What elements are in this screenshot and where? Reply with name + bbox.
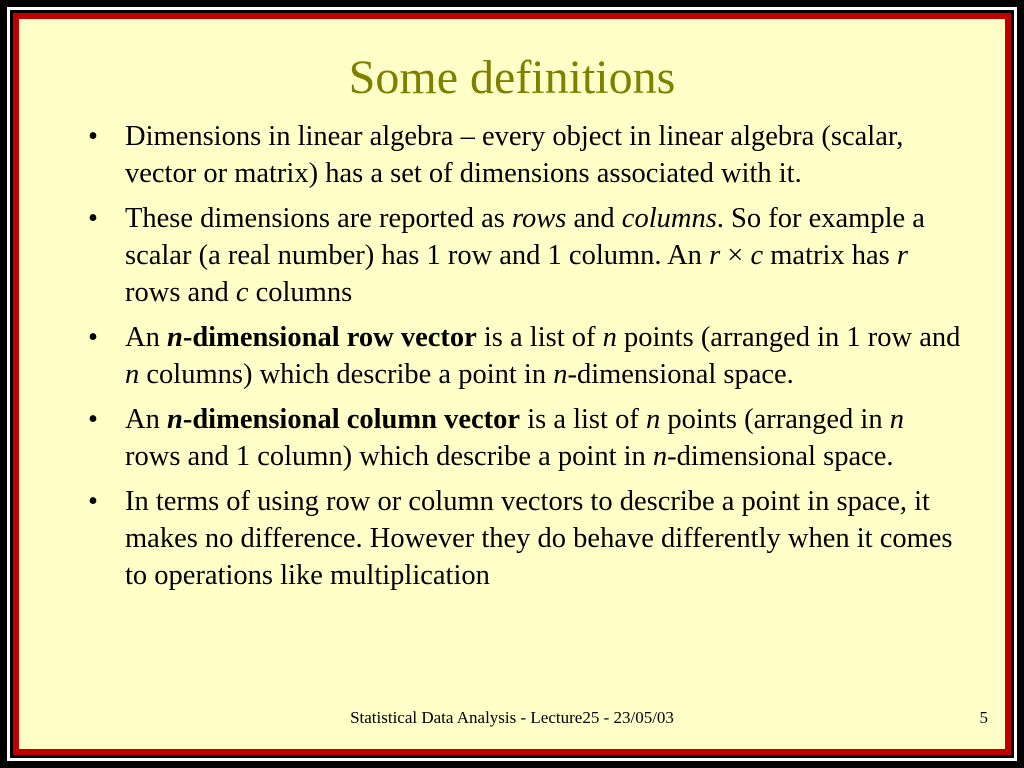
bullet-item bbox=[84, 401, 964, 475]
slide-title: Some definitions bbox=[348, 51, 676, 104]
bullet-text-run: n bbox=[645, 404, 661, 435]
bullet-item bbox=[84, 483, 964, 594]
bullet-text-run: is a list of bbox=[520, 404, 646, 435]
bullet-text-run: These dimensions are reported as bbox=[125, 203, 512, 234]
bullet-text-run: points (arranged in 1 row and bbox=[616, 322, 961, 353]
bullet-item bbox=[84, 200, 964, 311]
bullet-text-run: × bbox=[720, 240, 751, 271]
bullet-text-run: -dimensional column vector bbox=[182, 404, 521, 435]
bullet-marker: • bbox=[88, 203, 98, 234]
bullet-text-run: columns) which describe a point in bbox=[139, 359, 554, 390]
bullet-text-run: An bbox=[125, 404, 167, 435]
bullet-marker: • bbox=[88, 121, 98, 152]
bullet-text-run: n bbox=[602, 322, 617, 353]
bullet-text-run: points (arranged in bbox=[660, 404, 890, 435]
bullet-text-run: matrix has bbox=[763, 240, 897, 271]
bullet-marker: • bbox=[88, 322, 98, 353]
bullet-text-run: c bbox=[235, 277, 249, 308]
bullet-text-run: rows and bbox=[125, 277, 236, 308]
bullet-text-run: r bbox=[896, 240, 908, 271]
bullet-text-run: An bbox=[125, 322, 167, 353]
slide-footer: Statistical Data Analysis - Lecture25 - 23/05/03 bbox=[350, 708, 674, 727]
bullet-text-run: rows bbox=[512, 203, 567, 234]
bullet-text-run: -dimensional space. bbox=[567, 359, 794, 390]
bullet-text-run: columns bbox=[621, 203, 717, 234]
bullet-text-run: n bbox=[652, 441, 668, 472]
bullet-text-run: n bbox=[166, 322, 183, 353]
bullet-text-run: -dimensional row vector bbox=[182, 322, 477, 353]
bullet-marker: • bbox=[88, 404, 98, 435]
bullet-text-run: . So for example a scalar (a real number) has 1 row and 1 column. An bbox=[125, 203, 925, 271]
bullet-marker: • bbox=[88, 486, 98, 517]
bullet-item bbox=[84, 319, 964, 393]
bullet-text-run: n bbox=[553, 359, 568, 390]
bullet-item bbox=[84, 118, 964, 192]
bullet-text-run: n bbox=[166, 404, 183, 435]
bullet-text-run: n bbox=[889, 404, 904, 435]
bullet-text-run: is a list of bbox=[476, 322, 603, 353]
bullet-text-run: c bbox=[750, 240, 764, 271]
bullet-text-run: n bbox=[125, 359, 140, 390]
bullet-text-run: -dimensional space. bbox=[667, 441, 894, 472]
bullet-text-run: rows and 1 column) which describe a point in bbox=[125, 441, 653, 472]
bullet-text-run: r bbox=[709, 240, 721, 271]
page-number: 5 bbox=[979, 708, 988, 727]
bullet-text-run: Dimensions in linear algebra – every object in linear algebra (scalar, vector or matrix) has a set of dimensions associated with it. bbox=[125, 121, 904, 189]
bullet-text-run: In terms of using row or column vectors to describe a point in space, it makes no difference. However they do behave differently when it comes to operations like multiplication bbox=[125, 486, 953, 591]
bullet-text-run: and bbox=[566, 203, 622, 234]
bullet-list bbox=[84, 118, 964, 602]
bullet-text-run: columns bbox=[248, 277, 353, 308]
